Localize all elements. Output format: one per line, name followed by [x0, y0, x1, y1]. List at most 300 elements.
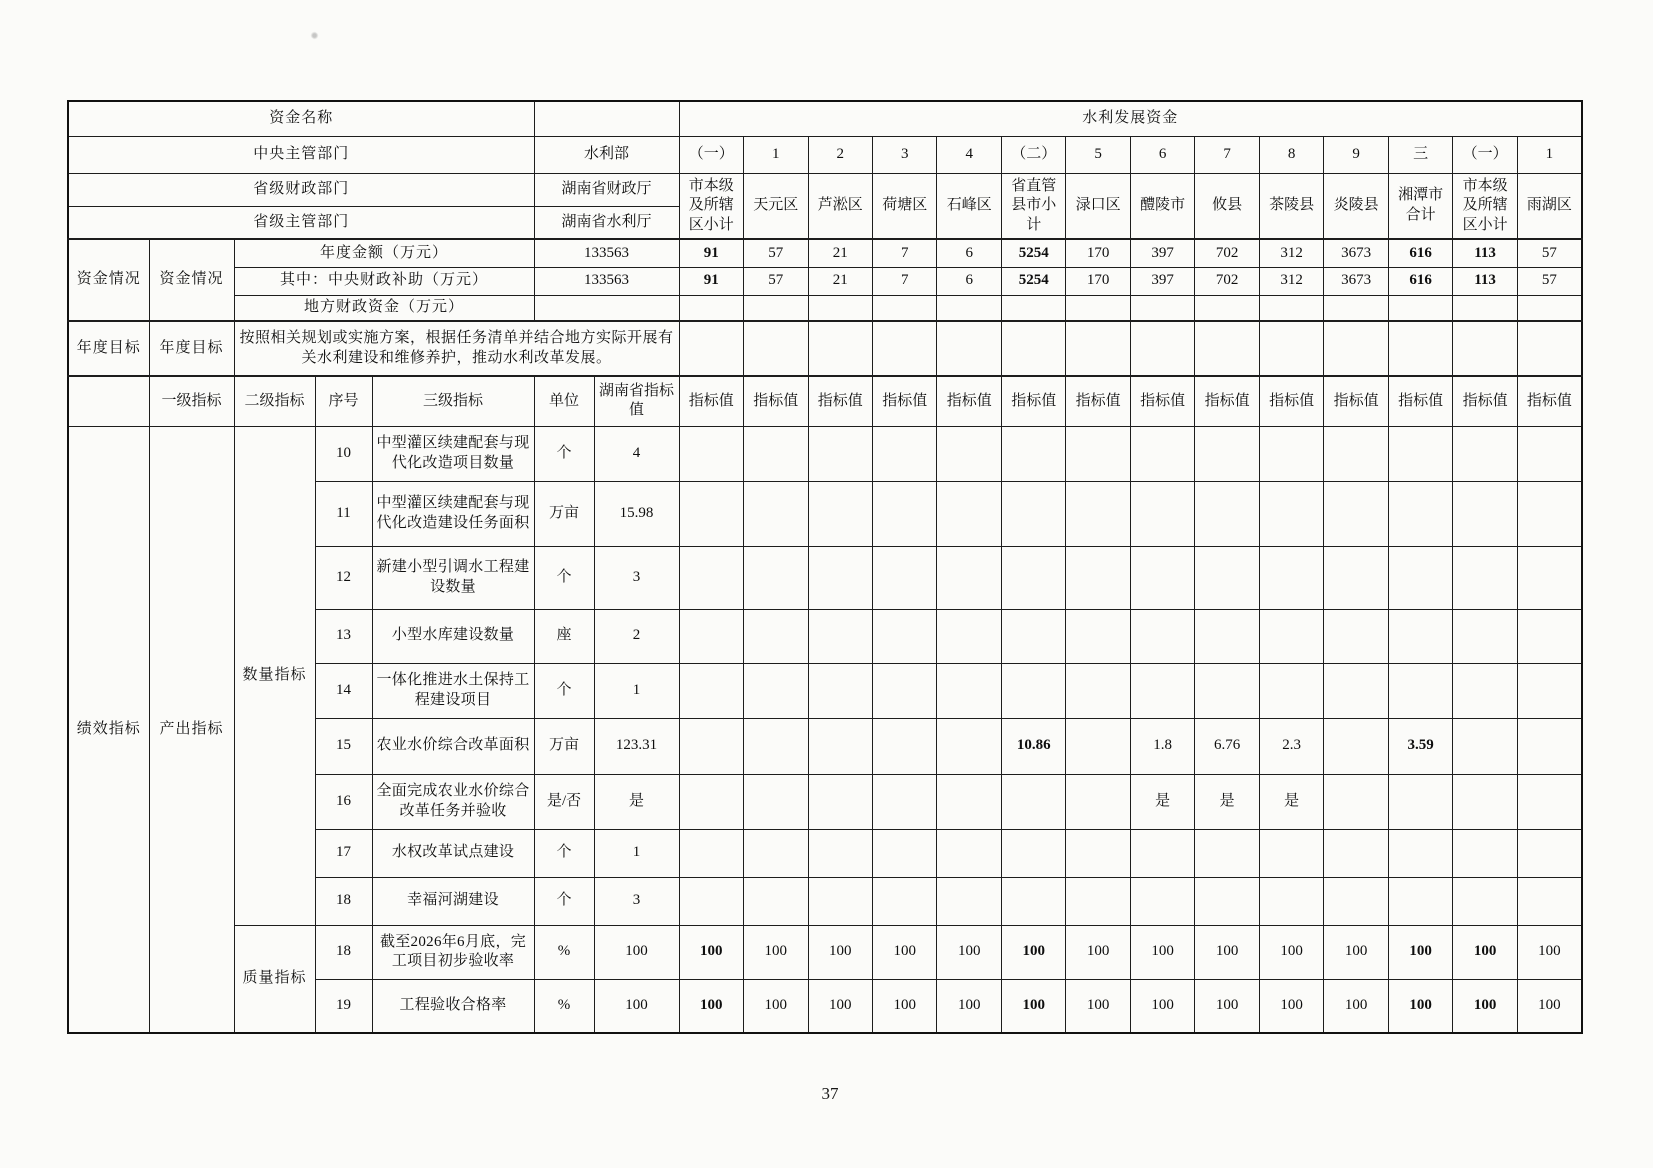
- region-value-cell: 57: [1517, 239, 1582, 267]
- region-value-cell: 57: [1517, 267, 1582, 295]
- region-value-cell: [1453, 829, 1517, 877]
- region-value-cell: 7: [872, 267, 936, 295]
- region-value-cell: [872, 663, 936, 718]
- region-value-cell: [1066, 295, 1130, 321]
- region-header-cell: 茶陵县: [1259, 173, 1323, 239]
- region-value-cell: [1259, 609, 1323, 663]
- region-value-cell: [1324, 321, 1388, 376]
- region-value-cell: [1324, 481, 1388, 546]
- region-header-cell: 指标值: [1195, 376, 1259, 426]
- region-value-cell: [1066, 481, 1130, 546]
- region-value-cell: 6: [937, 267, 1001, 295]
- province-indicator-value: 2: [594, 609, 679, 663]
- indicator-seq: 15: [315, 718, 372, 774]
- region-value-cell: [1324, 426, 1388, 481]
- indicator-name: 中型灌区续建配套与现代化改造项目数量: [372, 426, 534, 481]
- indicator-seq: 18: [315, 877, 372, 925]
- region-value-cell: [679, 663, 743, 718]
- region-value-cell: [744, 829, 808, 877]
- region-value-cell: [1195, 321, 1259, 376]
- region-header-cell: 2: [808, 136, 872, 173]
- region-value-cell: 100: [1195, 979, 1259, 1033]
- indicator-unit: %: [534, 979, 594, 1033]
- region-value-cell: [808, 774, 872, 829]
- indicator-name: 一体化推进水土保持工程建设项目: [372, 663, 534, 718]
- region-value-cell: [1195, 481, 1259, 546]
- region-header-cell: （一）: [1453, 136, 1517, 173]
- region-value-cell: 100: [1388, 979, 1452, 1033]
- region-value-cell: [1388, 877, 1452, 925]
- region-value-cell: [937, 546, 1001, 609]
- region-value-cell: [1130, 663, 1194, 718]
- region-value-cell: 3673: [1324, 267, 1388, 295]
- local-funds-province: [534, 295, 679, 321]
- region-header-cell: 指标值: [1066, 376, 1130, 426]
- region-value-cell: [679, 718, 743, 774]
- indicator-unit: 座: [534, 609, 594, 663]
- scan-artifact: [309, 30, 320, 41]
- region-value-cell: [1130, 546, 1194, 609]
- quality-level2-label: 质量指标: [234, 925, 315, 1033]
- region-value-cell: [744, 481, 808, 546]
- region-value-cell: [1259, 321, 1323, 376]
- region-value-cell: [1259, 663, 1323, 718]
- region-value-cell: [1453, 663, 1517, 718]
- prov-finance-value: 湖南省财政厅: [534, 173, 679, 206]
- region-value-cell: [808, 321, 872, 376]
- region-value-cell: [1195, 546, 1259, 609]
- region-value-cell: 是: [1259, 774, 1323, 829]
- region-value-cell: [1388, 829, 1452, 877]
- province-indicator-value: 1: [594, 829, 679, 877]
- indicator-unit: 个: [534, 877, 594, 925]
- indicator-seq: 10: [315, 426, 372, 481]
- region-value-cell: [1388, 321, 1452, 376]
- region-value-cell: [1066, 774, 1130, 829]
- region-value-cell: [808, 663, 872, 718]
- region-value-cell: 113: [1453, 267, 1517, 295]
- region-header-cell: 指标值: [1130, 376, 1194, 426]
- region-value-cell: [1324, 877, 1388, 925]
- indicator-unit: 万亩: [534, 718, 594, 774]
- prov-dept-value: 湖南省水利厅: [534, 206, 679, 239]
- central-dept-value: 水利部: [534, 136, 679, 173]
- region-value-cell: [872, 295, 936, 321]
- region-value-cell: [1130, 877, 1194, 925]
- region-header-cell: 渌口区: [1066, 173, 1130, 239]
- annual-goal-group-label: 年度目标: [149, 321, 234, 376]
- province-header: 湖南省指标值: [594, 376, 679, 426]
- region-value-cell: 100: [1195, 925, 1259, 979]
- region-value-cell: [937, 829, 1001, 877]
- indicator-name: 截至2026年6月底，完工项目初步验收率: [372, 925, 534, 979]
- prov-finance-row: [68, 173, 1582, 206]
- region-value-cell: [937, 877, 1001, 925]
- region-value-cell: [872, 609, 936, 663]
- region-value-cell: [1324, 774, 1388, 829]
- region-header-cell: 醴陵市: [1130, 173, 1194, 239]
- region-value-cell: [744, 609, 808, 663]
- region-value-cell: [1195, 295, 1259, 321]
- region-value-cell: 57: [744, 267, 808, 295]
- region-value-cell: [1388, 295, 1452, 321]
- province-indicator-value: 100: [594, 925, 679, 979]
- region-value-cell: [1453, 295, 1517, 321]
- region-value-cell: 91: [679, 239, 743, 267]
- indicator-unit: 万亩: [534, 481, 594, 546]
- region-value-cell: [1388, 481, 1452, 546]
- region-header-cell: 荷塘区: [872, 173, 936, 239]
- region-value-cell: [872, 481, 936, 546]
- region-header-cell: 石峰区: [937, 173, 1001, 239]
- region-value-cell: [872, 877, 936, 925]
- region-value-cell: [679, 829, 743, 877]
- region-value-cell: [744, 877, 808, 925]
- region-value-cell: 312: [1259, 267, 1323, 295]
- region-value-cell: 6: [937, 239, 1001, 267]
- region-value-cell: [1066, 829, 1130, 877]
- region-value-cell: [808, 295, 872, 321]
- region-header-cell: 指标值: [744, 376, 808, 426]
- region-value-cell: [1453, 321, 1517, 376]
- region-value-cell: [1517, 426, 1582, 481]
- region-header-cell: 5: [1066, 136, 1130, 173]
- region-value-cell: 3673: [1324, 239, 1388, 267]
- annual-goal-text: 按照相关规划或实施方案，根据任务清单并结合地方实际开展有关水利建设和维修养护，推动水利改革发展。: [234, 321, 679, 376]
- indicator-row: [68, 925, 1582, 979]
- region-value-cell: 3.59: [1388, 718, 1452, 774]
- region-value-cell: [872, 774, 936, 829]
- region-value-cell: [1001, 481, 1065, 546]
- indicator-seq: 11: [315, 481, 372, 546]
- region-header-cell: 7: [1195, 136, 1259, 173]
- region-value-cell: [808, 829, 872, 877]
- performance-target-table: [67, 100, 1583, 1034]
- province-indicator-value: 3: [594, 546, 679, 609]
- funding-section-label: 资金情况: [68, 239, 149, 321]
- region-value-cell: 是: [1195, 774, 1259, 829]
- region-header-cell: 指标值: [1453, 376, 1517, 426]
- region-value-cell: 7: [872, 239, 936, 267]
- region-value-cell: [1066, 426, 1130, 481]
- indicator-unit: 个: [534, 546, 594, 609]
- region-value-cell: [1130, 321, 1194, 376]
- region-value-cell: 100: [1324, 925, 1388, 979]
- region-value-cell: [1517, 877, 1582, 925]
- seq-header: 序号: [315, 376, 372, 426]
- region-value-cell: [1453, 546, 1517, 609]
- region-value-cell: 397: [1130, 239, 1194, 267]
- region-value-cell: 616: [1388, 267, 1452, 295]
- indicator-name: 农业水价综合改革面积: [372, 718, 534, 774]
- indicator-unit: 个: [534, 663, 594, 718]
- region-value-cell: [679, 877, 743, 925]
- province-indicator-value: 100: [594, 979, 679, 1033]
- region-header-cell: 指标值: [1388, 376, 1452, 426]
- region-value-cell: [1195, 663, 1259, 718]
- region-value-cell: 100: [1517, 979, 1582, 1033]
- annual-amount-province: 133563: [534, 239, 679, 267]
- region-value-cell: 170: [1066, 239, 1130, 267]
- region-value-cell: [1195, 829, 1259, 877]
- level3-header: 三级指标: [372, 376, 534, 426]
- region-value-cell: 91: [679, 267, 743, 295]
- province-indicator-value: 15.98: [594, 481, 679, 546]
- region-value-cell: 5254: [1001, 239, 1065, 267]
- region-value-cell: [1517, 663, 1582, 718]
- region-value-cell: 100: [937, 979, 1001, 1033]
- indicator-seq: 19: [315, 979, 372, 1033]
- region-value-cell: 1.8: [1130, 718, 1194, 774]
- region-value-cell: [1324, 546, 1388, 609]
- region-header-cell: 天元区: [744, 173, 808, 239]
- indicator-header-row: [68, 376, 1582, 426]
- region-value-cell: [1259, 546, 1323, 609]
- indicator-seq: 12: [315, 546, 372, 609]
- region-header-cell: 指标值: [1001, 376, 1065, 426]
- region-value-cell: 21: [808, 239, 872, 267]
- region-value-cell: [1195, 609, 1259, 663]
- region-value-cell: [1388, 426, 1452, 481]
- region-value-cell: 100: [937, 925, 1001, 979]
- indicator-name: 小型水库建设数量: [372, 609, 534, 663]
- funding-row-central-subsidy: [68, 267, 1582, 295]
- region-header-cell: 指标值: [872, 376, 936, 426]
- region-value-cell: [744, 663, 808, 718]
- region-value-cell: [808, 877, 872, 925]
- unit-header: 单位: [534, 376, 594, 426]
- region-value-cell: [1001, 877, 1065, 925]
- region-value-cell: [1517, 774, 1582, 829]
- region-value-cell: [679, 295, 743, 321]
- region-value-cell: [937, 426, 1001, 481]
- region-value-cell: [872, 321, 936, 376]
- funding-row-local: [68, 295, 1582, 321]
- region-value-cell: [1388, 663, 1452, 718]
- fund-name-row: [68, 101, 1582, 136]
- central-subsidy-province: 133563: [534, 267, 679, 295]
- region-value-cell: [1001, 663, 1065, 718]
- prov-finance-label: 省级财政部门: [68, 173, 534, 206]
- region-value-cell: 100: [1066, 979, 1130, 1033]
- region-value-cell: [1259, 295, 1323, 321]
- region-value-cell: [1324, 663, 1388, 718]
- region-value-cell: [1517, 829, 1582, 877]
- region-value-cell: [744, 426, 808, 481]
- region-value-cell: [1001, 609, 1065, 663]
- region-value-cell: [1001, 426, 1065, 481]
- annual-goal-row: [68, 321, 1582, 376]
- province-indicator-value: 1: [594, 663, 679, 718]
- region-value-cell: 100: [1066, 925, 1130, 979]
- region-value-cell: 100: [1259, 979, 1323, 1033]
- region-value-cell: [808, 546, 872, 609]
- region-value-cell: 100: [1130, 979, 1194, 1033]
- region-header-cell: 指标值: [1517, 376, 1582, 426]
- level2-header: 二级指标: [234, 376, 315, 426]
- region-header-cell: （二）: [1001, 136, 1065, 173]
- region-value-cell: [1001, 295, 1065, 321]
- page-number: 37: [821, 1084, 839, 1103]
- region-value-cell: 100: [1324, 979, 1388, 1033]
- region-value-cell: [937, 481, 1001, 546]
- region-value-cell: [1001, 321, 1065, 376]
- region-value-cell: [1388, 609, 1452, 663]
- region-value-cell: [744, 718, 808, 774]
- region-value-cell: 100: [1388, 925, 1452, 979]
- region-value-cell: [872, 546, 936, 609]
- region-value-cell: [1388, 546, 1452, 609]
- local-funds-label: 地方财政资金（万元）: [234, 295, 534, 321]
- region-value-cell: 100: [808, 925, 872, 979]
- region-value-cell: [1453, 609, 1517, 663]
- fund-name-value: 水利发展资金: [679, 101, 1582, 136]
- region-value-cell: [872, 426, 936, 481]
- region-value-cell: [1130, 481, 1194, 546]
- output-level1-label: 产出指标: [149, 426, 234, 1033]
- indicator-seq: 18: [315, 925, 372, 979]
- region-value-cell: 57: [744, 239, 808, 267]
- indicator-name: 幸福河湖建设: [372, 877, 534, 925]
- region-value-cell: [937, 718, 1001, 774]
- region-value-cell: [1066, 321, 1130, 376]
- indicator-name: 工程验收合格率: [372, 979, 534, 1033]
- region-value-cell: [1517, 295, 1582, 321]
- funding-group-label: 资金情况: [149, 239, 234, 321]
- region-value-cell: [1259, 877, 1323, 925]
- region-value-cell: 702: [1195, 239, 1259, 267]
- region-value-cell: 100: [808, 979, 872, 1033]
- region-value-cell: [1001, 546, 1065, 609]
- empty-cell: [68, 376, 149, 426]
- region-value-cell: [1324, 609, 1388, 663]
- province-indicator-value: 3: [594, 877, 679, 925]
- region-value-cell: [679, 321, 743, 376]
- prov-dept-label: 省级主管部门: [68, 206, 534, 239]
- region-value-cell: [1517, 481, 1582, 546]
- region-value-cell: 100: [1001, 925, 1065, 979]
- region-header-cell: 1: [1517, 136, 1582, 173]
- region-header-cell: 指标值: [808, 376, 872, 426]
- indicator-name: 水权改革试点建设: [372, 829, 534, 877]
- indicator-unit: 个: [534, 829, 594, 877]
- level1-header: 一级指标: [149, 376, 234, 426]
- region-value-cell: 100: [744, 925, 808, 979]
- indicator-name: 全面完成农业水价综合改革任务并验收: [372, 774, 534, 829]
- region-value-cell: [808, 426, 872, 481]
- region-value-cell: [1324, 829, 1388, 877]
- region-value-cell: 100: [872, 979, 936, 1033]
- region-value-cell: [872, 829, 936, 877]
- region-value-cell: [1324, 295, 1388, 321]
- region-value-cell: [872, 718, 936, 774]
- region-header-cell: 芦淞区: [808, 173, 872, 239]
- region-value-cell: [1453, 426, 1517, 481]
- region-value-cell: [1066, 609, 1130, 663]
- region-value-cell: 312: [1259, 239, 1323, 267]
- region-header-cell: （一）: [679, 136, 743, 173]
- region-value-cell: [937, 295, 1001, 321]
- province-indicator-value: 是: [594, 774, 679, 829]
- region-value-cell: [1195, 426, 1259, 481]
- region-value-cell: [937, 609, 1001, 663]
- region-header-cell: 湘潭市合计: [1388, 173, 1452, 239]
- region-value-cell: 100: [1517, 925, 1582, 979]
- region-value-cell: [937, 663, 1001, 718]
- region-value-cell: [1517, 546, 1582, 609]
- region-value-cell: 100: [1453, 979, 1517, 1033]
- region-value-cell: 100: [679, 979, 743, 1033]
- region-value-cell: 100: [1259, 925, 1323, 979]
- funding-row-annual: [68, 239, 1582, 267]
- region-value-cell: [744, 546, 808, 609]
- region-value-cell: [679, 774, 743, 829]
- province-indicator-value: 4: [594, 426, 679, 481]
- indicator-name: 中型灌区续建配套与现代化改造建设任务面积: [372, 481, 534, 546]
- region-header-cell: 攸县: [1195, 173, 1259, 239]
- region-value-cell: [679, 481, 743, 546]
- region-value-cell: [1195, 877, 1259, 925]
- region-value-cell: 100: [679, 925, 743, 979]
- central-subsidy-label: 其中：中央财政补助（万元）: [234, 267, 534, 295]
- region-value-cell: 5254: [1001, 267, 1065, 295]
- region-value-cell: 100: [872, 925, 936, 979]
- region-value-cell: 2.3: [1259, 718, 1323, 774]
- region-value-cell: 100: [1001, 979, 1065, 1033]
- empty-cell: [534, 101, 679, 136]
- central-dept-row: [68, 136, 1582, 173]
- region-value-cell: 6.76: [1195, 718, 1259, 774]
- region-header-cell: 9: [1324, 136, 1388, 173]
- indicator-seq: 17: [315, 829, 372, 877]
- region-value-cell: [1066, 663, 1130, 718]
- indicator-row: [68, 426, 1582, 481]
- region-value-cell: [679, 609, 743, 663]
- region-value-cell: 702: [1195, 267, 1259, 295]
- region-value-cell: [937, 321, 1001, 376]
- region-value-cell: [808, 718, 872, 774]
- region-header-cell: 指标值: [1259, 376, 1323, 426]
- region-value-cell: 170: [1066, 267, 1130, 295]
- indicator-unit: %: [534, 925, 594, 979]
- region-value-cell: [1324, 718, 1388, 774]
- region-value-cell: 113: [1453, 239, 1517, 267]
- indicator-seq: 13: [315, 609, 372, 663]
- region-value-cell: [1066, 546, 1130, 609]
- performance-section-label: 绩效指标: [68, 426, 149, 1033]
- region-value-cell: [937, 774, 1001, 829]
- region-value-cell: [679, 546, 743, 609]
- region-header-cell: 指标值: [1324, 376, 1388, 426]
- region-header-cell: 6: [1130, 136, 1194, 173]
- region-header-cell: 市本级及所辖区小计: [1453, 173, 1517, 239]
- region-header-cell: 8: [1259, 136, 1323, 173]
- region-value-cell: [1130, 426, 1194, 481]
- region-value-cell: [1259, 426, 1323, 481]
- region-header-cell: 炎陵县: [1324, 173, 1388, 239]
- region-value-cell: [1259, 481, 1323, 546]
- region-value-cell: 100: [1130, 925, 1194, 979]
- region-value-cell: 100: [1453, 925, 1517, 979]
- province-indicator-value: 123.31: [594, 718, 679, 774]
- region-value-cell: [1066, 718, 1130, 774]
- fund-name-label: 资金名称: [68, 101, 534, 136]
- region-header-cell: 雨湖区: [1517, 173, 1582, 239]
- region-value-cell: [1001, 774, 1065, 829]
- region-value-cell: [1517, 321, 1582, 376]
- region-value-cell: [744, 321, 808, 376]
- region-value-cell: 616: [1388, 239, 1452, 267]
